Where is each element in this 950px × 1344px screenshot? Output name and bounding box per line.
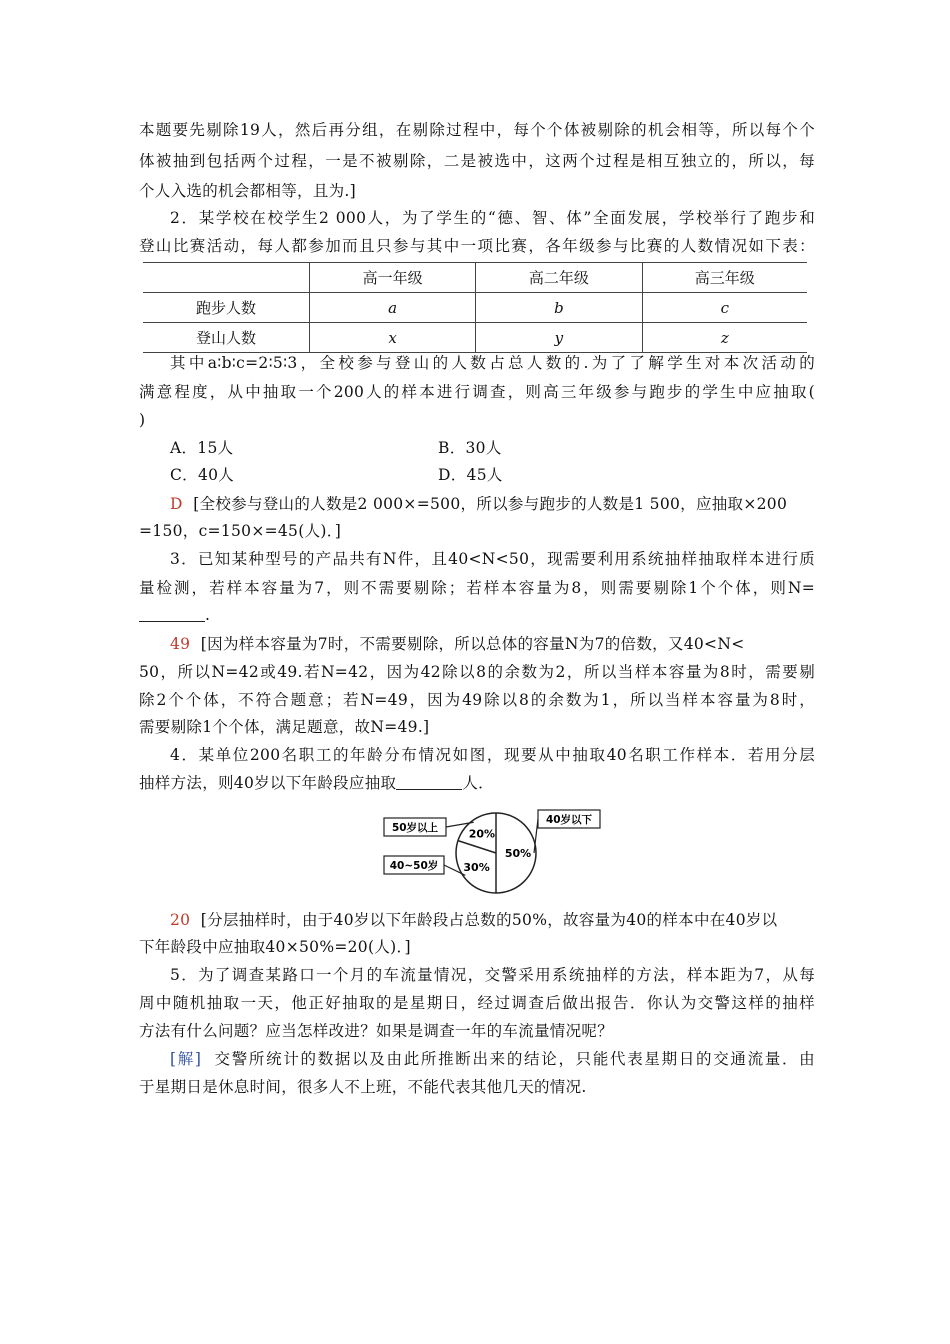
- question-2-line: 满意程度，从中抽取一个200人的样本进行调查，则高三年级参与跑步的学生中应抽取(: [139, 383, 815, 401]
- pie-category-label: 40~50岁: [389, 860, 439, 872]
- solution-text: [因为样本容量为7时，不需要剔除，所以总体的容量N为7的倍数，又40<N<: [200, 635, 745, 653]
- table-row: [143, 293, 807, 323]
- question-3-line: 量检测，若样本容量为7，则不需要剔除；若样本容量为8，则需要剔除1个个体，则N=: [139, 579, 815, 597]
- pie-leader-line: [446, 822, 474, 827]
- table-cell: [143, 263, 310, 293]
- question-4-line: 4．某单位200名职工的年龄分布情况如图，现要从中抽取40名职工作样本．若用分层: [170, 746, 815, 764]
- row-label: 登山人数: [143, 323, 310, 353]
- question-2-line: ): [139, 411, 146, 429]
- answer-blank: [139, 607, 205, 622]
- solution-line: [170, 910, 815, 930]
- table-cell: a: [310, 293, 476, 323]
- option-c: C．40人: [170, 466, 235, 484]
- solution-text: [全校参与登山的人数是2 000×=500，所以参与跑步的人数是1 500，应抽取×200: [193, 495, 788, 513]
- pie-value-label: 30%: [463, 861, 490, 875]
- pie-slice-boundary: [458, 841, 496, 853]
- question-2-line: 登山比赛活动，每人都参加而且只参与其中一项比赛，各年级参与比赛的人数情况如下表：: [139, 237, 815, 255]
- table-header-cell: 高二年级: [476, 263, 642, 293]
- table-header-cell: 高三年级: [642, 263, 807, 293]
- table-header-row: [143, 263, 807, 293]
- table-row: [143, 323, 807, 353]
- question-2-line: 2．某学校在校学生2 000人，为了学生的“德、智、体”全面发展，学校举行了跑步和: [170, 209, 815, 227]
- solution-line: 于星期日是休息时间，很多人不上班，不能代表其他几天的情况.: [139, 1078, 587, 1096]
- row-label: 跑步人数: [143, 293, 310, 323]
- pie-category-label: 50岁以上: [391, 822, 439, 834]
- option-d: D．45人: [438, 466, 503, 484]
- age-distribution-pie-chart: [380, 808, 610, 898]
- text-line: 个人入选的机会都相等，且为.]: [139, 182, 356, 200]
- question-5-line: 5．为了调查某路口一个月的车流量情况，交警采用系统抽样的方法，样本距为7，从每: [170, 966, 815, 984]
- pie-value-label: 20%: [468, 827, 496, 841]
- table-cell: c: [642, 293, 807, 323]
- answer-label: 20: [170, 911, 191, 929]
- question-2-line: 其中a∶b∶c=2∶5∶3，全校参与登山的人数占总人数的.为了了解学生对本次活动的: [170, 354, 815, 372]
- solution-line: 除2个个体，不符合题意；若N=49，因为49除以8的余数为1，所以当样本容量为8时，: [139, 691, 815, 709]
- solution-line: 需要剔除1个个体，满足题意，故N=49.]: [139, 718, 430, 736]
- pie-leader-line: [444, 865, 465, 875]
- question-3-line: .: [139, 605, 815, 625]
- option-b: B．30人: [438, 439, 502, 457]
- table-cell: b: [476, 293, 642, 323]
- solution-line: [170, 494, 815, 514]
- participation-table: [143, 262, 807, 353]
- table-cell: x: [310, 323, 476, 353]
- pie-value-label: 50%: [504, 847, 532, 860]
- solution-tag: [解]: [170, 1050, 202, 1068]
- question-3-line: 3．已知某种型号的产品共有N件，且40<N<50，现需要利用系统抽样抽取样本进行质: [170, 550, 815, 568]
- solution-line: 下年龄段中应抽取40×50%=20(人)．]: [139, 938, 411, 956]
- question-4-line: 抽样方法，则40岁以下年龄段应抽取 人．: [139, 774, 494, 792]
- pie-category-label: 40岁以下: [545, 814, 593, 826]
- question-5-line: 周中随机抽取一天，他正好抽取的是星期日，经过调查后做出报告．你认为交警这样的抽样: [139, 994, 815, 1012]
- question-5-line: 方法有什么问题？应当怎样改进？如果是调查一年的车流量情况呢？: [139, 1022, 614, 1040]
- solution-text: [分层抽样时，由于40岁以下年龄段占总数的50%，故容量为40的样本中在40岁以: [200, 911, 778, 929]
- solution-text: 交警所统计的数据以及由此所推断出来的结论，只能代表星期日的交通流量．由: [214, 1050, 815, 1068]
- text-line: 体被抽到包括两个过程，一是不被剔除，二是被选中，这两个过程是相互独立的，所以，每: [139, 152, 815, 170]
- text-line: 本题要先剔除19人，然后再分组，在剔除过程中，每个个体被剔除的机会相等，所以每个个: [139, 121, 815, 139]
- table-cell: y: [476, 323, 642, 353]
- solution-line: =150，c=150×=45(人)．]: [139, 522, 342, 540]
- answer-blank: [396, 775, 462, 790]
- solution-line: [170, 1049, 815, 1069]
- table-cell: z: [642, 323, 807, 353]
- answer-label: D: [170, 495, 183, 513]
- solution-line: [170, 634, 815, 654]
- table-header-cell: 高一年级: [310, 263, 476, 293]
- solution-line: 50，所以N=42或49.若N=42，因为42除以8的余数为2，所以当样本容量为8时，需要剔: [139, 663, 815, 681]
- option-a: A．15人: [170, 439, 234, 457]
- answer-label: 49: [170, 635, 191, 653]
